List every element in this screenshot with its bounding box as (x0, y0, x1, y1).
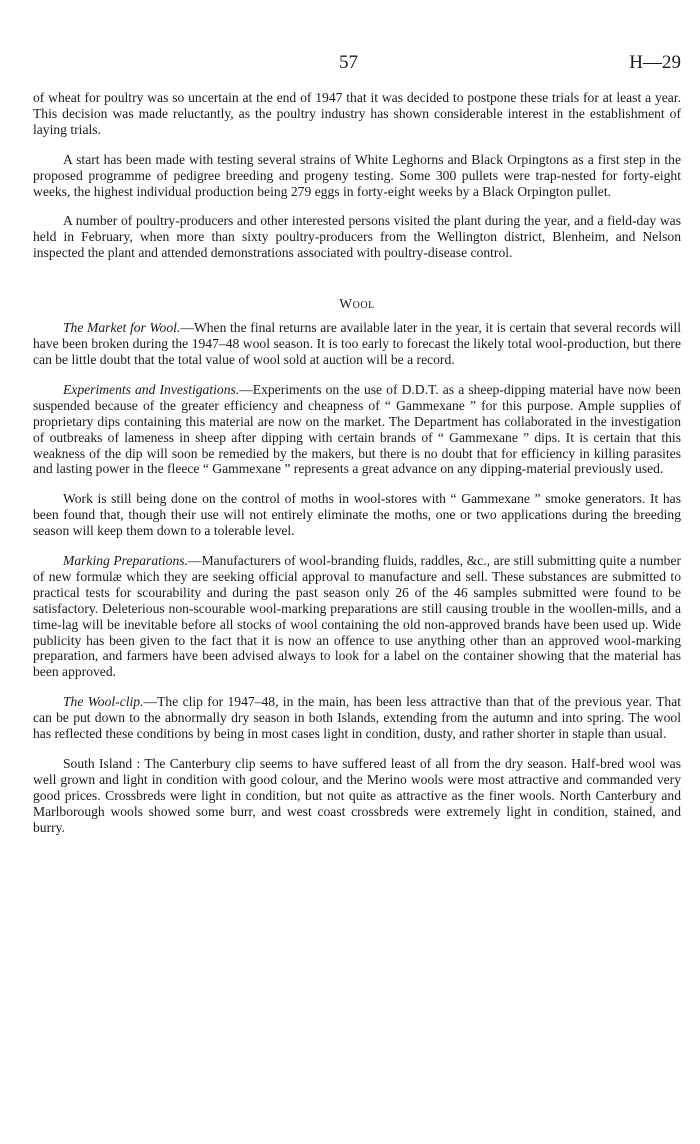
paragraph-market-for-wool (33, 320, 681, 368)
paragraph-field-day: A number of poultry-producers and other interested persons visited the plant during the year, and a field-day was held in February, when more than sixty poultry-producers from the Wellington district, Blenheim, and Nelson inspected the plant and attended demonstrations associated with poultry-disease control. (33, 213, 681, 261)
paragraph-wool-clip (33, 694, 681, 742)
paragraph-experiments (33, 382, 681, 477)
paragraph-text: —The clip for 1947–48, in the main, has been less attractive than that of the previous year. That can be put down to the abnormally dry season in both Islands, extending from the autumn and into spring. The wool has reflected these conditions by being in most cases light in condition, dusty, and rather shorter in staple than usual. (33, 694, 682, 742)
page-body (33, 90, 681, 850)
paragraph-text: —Manufacturers of wool-branding fluids, raddles, &c., are still submitting quite a number of new formulæ which they are seeking official approval to manufacture and sell. These substances are submitted to practical tests for scourability and during the past season only 26 of the 46 samples submitted were found to be satisfactory. Deleterious non-scourable wool-marking preparations are still causing trouble in the woollen-mills, and a time-lag will be inevitable before all stocks of wool containing the old non-approved brands have been used up. Wide publicity has been given to the fact that it is now an offence to use anything other than an approved wool-marking preparation, and farmers have been advised always to look for a label on the container showing that the material has been approved. (33, 553, 682, 680)
page-header (33, 52, 681, 82)
paragraph-poultry-trials: of wheat for poultry was so uncertain at the end of 1947 that it was decided to postpone these trials for at least a year. This decision was made reluctantly, as the poultry industry has shown considerable interest in the establishment of laying trials. (33, 90, 681, 137)
section-heading-wool: Wool (339, 296, 375, 312)
run-in-heading-market: The Market for Wool. (63, 320, 181, 336)
paragraph-text: —Experiments on the use of D.D.T. as a sheep-dipping material have now been suspended because of the greater efficiency and cheapness of “ Gammexane ” for this purpose. Ample supplies of proprietary dips containing this material are now on the market. The Department has collaborated in the investigation of outbreaks of lameness in sheep after dipping with certain brands of “ Gammexane ” dips. It is certain that this weakness of the dip will soon be remedied by the makers, but there is no doubt that for efficiency in killing parasites and lasting power in the fleece “ Gammexane ” represents a great advance on any dipping-material previously used. (33, 381, 681, 477)
paragraph-south-island: South Island : The Canterbury clip seems to have suffered least of all from the dry season. Half-bred wool was well grown and light in condition with good colour, and the Merino wools were most attractive and commanded very good prices. Crossbreds were light in condition, but not quite as attractive as the finer wools. North Canterbury and Marlborough wools showed some burr, and west coast crossbreds were extremely light in condition, stained, and burry. (33, 756, 681, 835)
paragraph-text: —When the final returns are available later in the year, it is certain that several records will have been broken during the 1947–48 wool season. It is too early to forecast the likely total wool-production, but there can be little doubt that the total value of wool sold at auction will be a record. (33, 320, 681, 367)
paragraph-moth-control: Work is still being done on the control of moths in wool-stores with “ Gammexane ” smoke generators. It has been found that, though their use will not entirely eliminate the moths, one or two applications during the breeding season will keep them down to a tolerable level. (33, 491, 681, 539)
run-in-heading-experiments: Experiments and Investigations. (63, 381, 240, 397)
run-in-heading-marking: Marking Preparations. (63, 553, 188, 569)
paragraph-marking-preparations (33, 553, 681, 680)
page-number: 57 (339, 52, 358, 73)
paragraph-pedigree-breeding: A start has been made with testing several strains of White Leghorns and Black Orpingtons as a first step in the proposed programme of pedigree breeding and progeny testing. Some 300 pullets were trap-nested for forty-eight weeks, the highest individual production being 279 eggs in forty-eight weeks by a Black Orpington pullet. (33, 151, 681, 199)
run-in-heading-wool-clip: The Wool-clip. (63, 694, 144, 710)
report-reference: H—29 (629, 52, 681, 73)
